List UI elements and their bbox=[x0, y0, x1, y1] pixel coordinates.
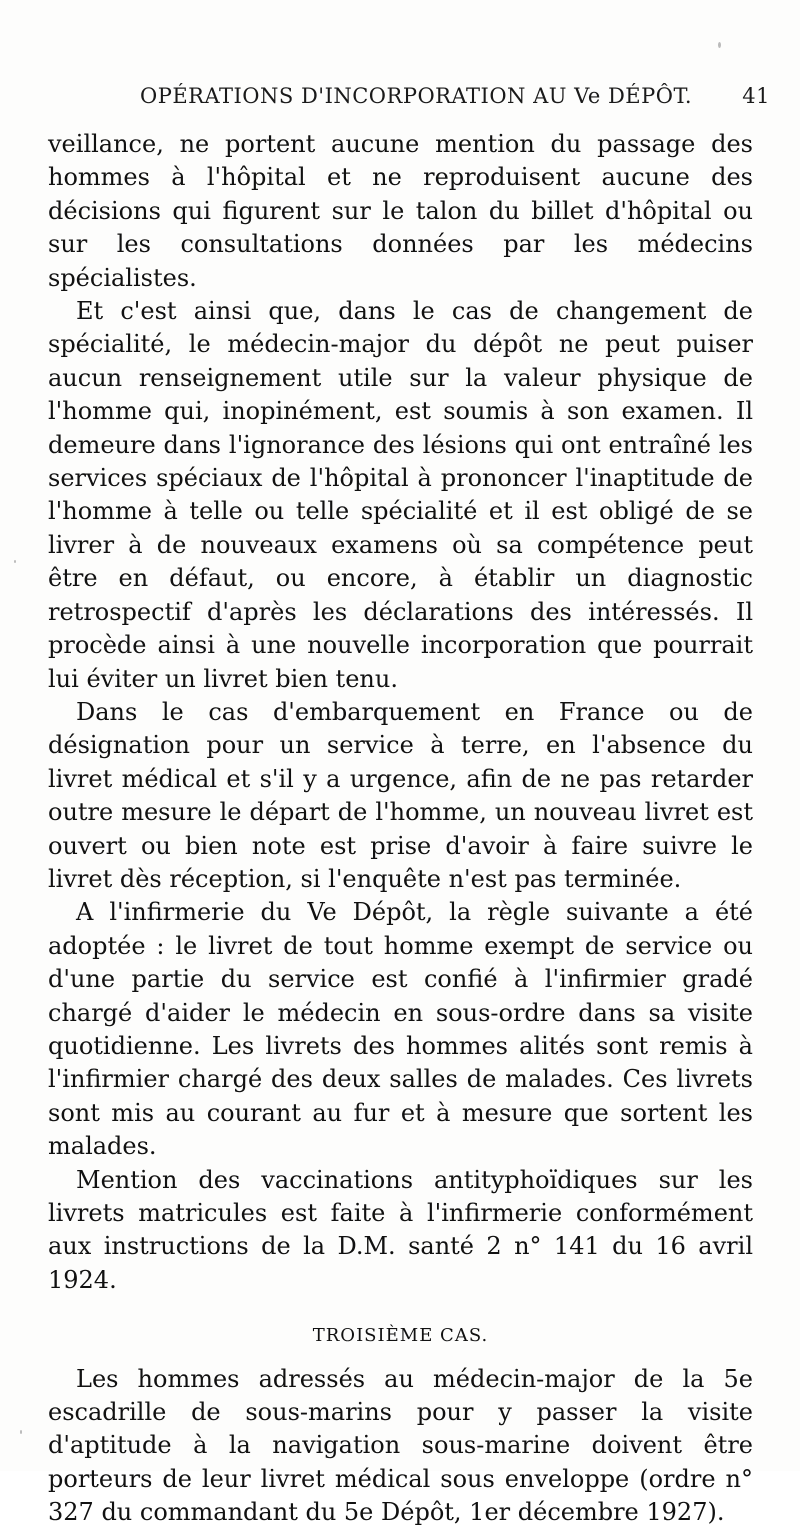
paragraph-submarine: Les hommes adressés au médecin-major de la 5e escadrille de sous-marins pour y passer la visite d'aptitude à la navigation sous-marine doivent être porteurs de leur livret médical sous enveloppe (ordre n° 327 du commandant du 5e Dépôt, 1er décembre 1927). bbox=[48, 1364, 753, 1527]
paragraph-continuation: veillance, ne portent aucune mention du passage des hommes à l'hôpital et ne reproduisent aucune des décisions qui figurent sur le talon du billet d'hôpital ou sur les consultations données par les médecins spécialistes. bbox=[48, 130, 753, 292]
paragraph-infirmary-rule: A l'infirmerie du Ve Dépôt, la règle suivante a été adoptée : le livret de tout homme exempt de service ou d'une partie du service est confié à l'infirmier gradé chargé d'aider le médecin en sous-ordre dans sa visite quotidienne. Les livrets des hommes alités sont remis à l'infirmier chargé des deux salles de malades. Ces livrets sont mis au courant au fur et à mesure que sortent les malades. bbox=[48, 898, 753, 1161]
paragraph-embarkation: Dans le cas d'embarquement en France ou de désignation pour un service à terre, en l'absence du livret médical et s'il y a urgence, afin de ne pas retarder outre mesure le départ de l'homme, un nouveau livret est ouvert ou bien note est prise d'avoir à faire suivre le livret dès réception, si l'enquête n'est pas terminée. bbox=[48, 697, 753, 893]
section-heading: TROISIÈME CAS. bbox=[312, 1325, 489, 1347]
running-title: OPÉRATIONS D'INCORPORATION AU Ve DÉPÔT. bbox=[140, 84, 693, 108]
paper-speck bbox=[14, 560, 16, 563]
paragraph-vaccinations: Mention des vaccinations antityphoïdiques sur les livrets matricules est faite à l'infirmerie conformément aux instructions de la D.M. santé 2 n° 141 du 16 avril 1924. bbox=[48, 1165, 753, 1294]
paragraph-specialty-change: Et c'est ainsi que, dans le cas de changement de spécialité, le médecin-major du dépôt ne peut puiser aucun renseignement utile sur la valeur physique de l'homme qui, inopinément, est soumis à son examen. Il demeure dans l'ignorance des lésions qui ont entraîné les services spéciaux de l'hôpital à prononcer l'inaptitude de l'homme à telle ou telle spécialité et il est obligé de se livrer à de nouveaux examens où sa compétence peut être en défaut, ou encore, à établir un diagnostic retrospectif d'après les déclarations des intéressés. Il procède ainsi à une nouvelle incorporation que pourrait lui éviter un livret bien tenu. bbox=[48, 297, 753, 693]
running-header bbox=[140, 84, 780, 108]
paper-speck bbox=[718, 42, 721, 48]
page-number: 41 bbox=[742, 84, 770, 108]
paper-speck bbox=[20, 1430, 22, 1434]
page-body bbox=[48, 128, 753, 1530]
